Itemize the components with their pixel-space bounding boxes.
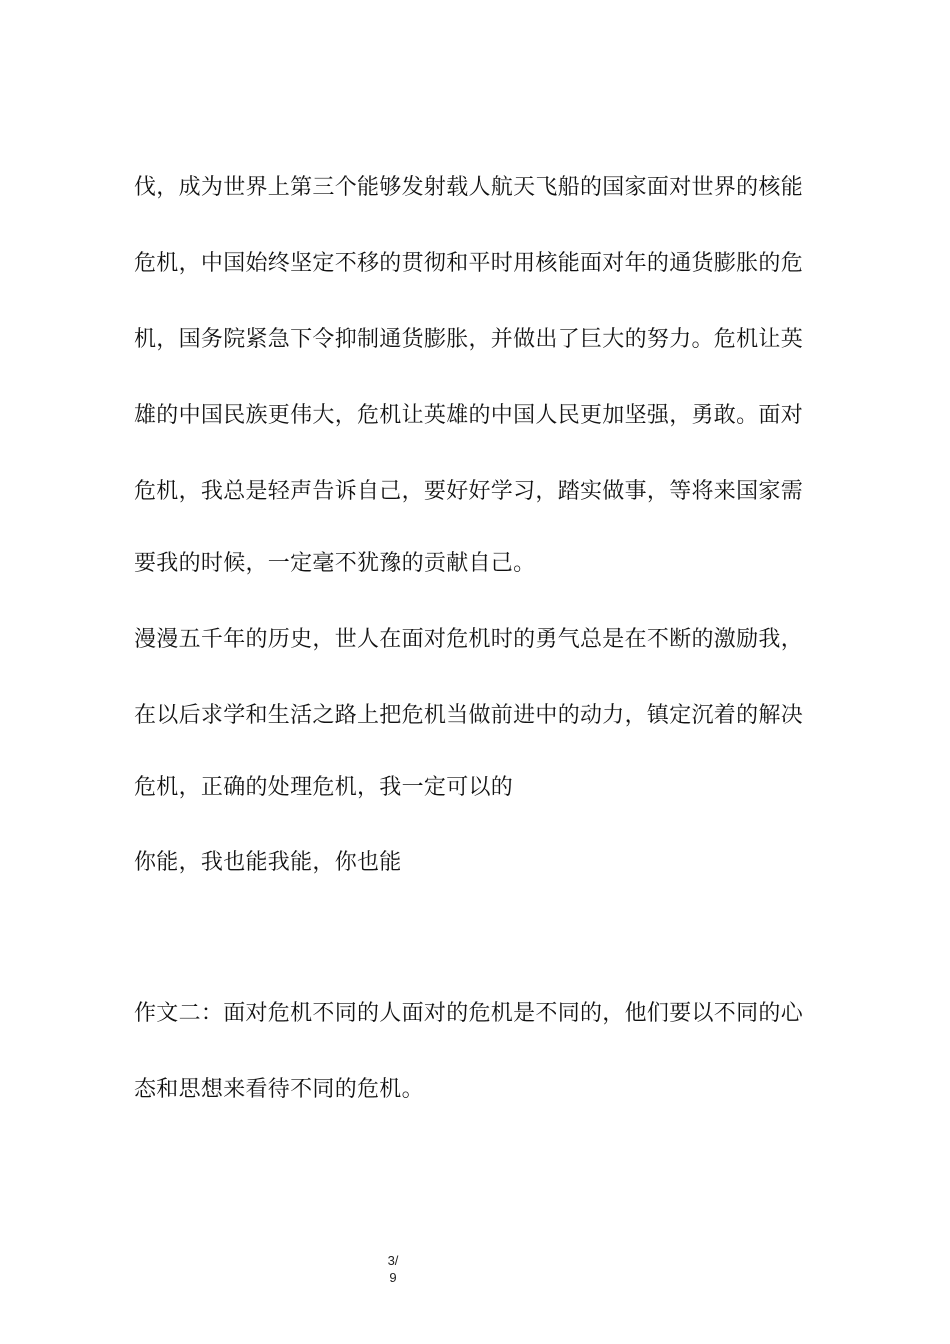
paragraph-line: 你能，我也能我能，你也能 <box>134 850 402 875</box>
paragraph-line: 在以后求学和生活之路上把危机当做前进中的动力，镇定沉着的解决 <box>134 703 804 728</box>
paragraph-line: 作文二：面对危机不同的人面对的危机是不同的，他们要以不同的心 <box>134 1001 804 1026</box>
paragraph-line: 雄的中国民族更伟大，危机让英雄的中国人民更加坚强，勇敢。面对 <box>134 403 804 428</box>
paragraph-line: 态和思想来看待不同的危机。 <box>134 1077 424 1102</box>
page-number-total: 9 <box>389 1270 397 1285</box>
paragraph-line: 危机，正确的处理危机，我一定可以的 <box>134 775 514 800</box>
paragraph-line: 伐，成为世界上第三个能够发射载人航天飞船的国家面对世界的核能 <box>134 175 804 200</box>
page-number-current: 3/ <box>387 1253 399 1268</box>
paragraph-line: 危机，我总是轻声告诉自己，要好好学习，踏实做事，等将来国家需 <box>134 479 804 504</box>
paragraph-line: 要我的时候，一定毫不犹豫的贡献自己。 <box>134 551 536 576</box>
paragraph-line: 机，国务院紧急下令抑制通货膨胀，并做出了巨大的努力。危机让英 <box>134 327 804 352</box>
paragraph-line: 危机，中国始终坚定不移的贯彻和平时用核能面对年的通货膨胀的危 <box>134 251 804 276</box>
paragraph-line: 漫漫五千年的历史，世人在面对危机时的勇气总是在不断的激励我， <box>134 627 804 652</box>
page-number <box>380 1252 406 1286</box>
